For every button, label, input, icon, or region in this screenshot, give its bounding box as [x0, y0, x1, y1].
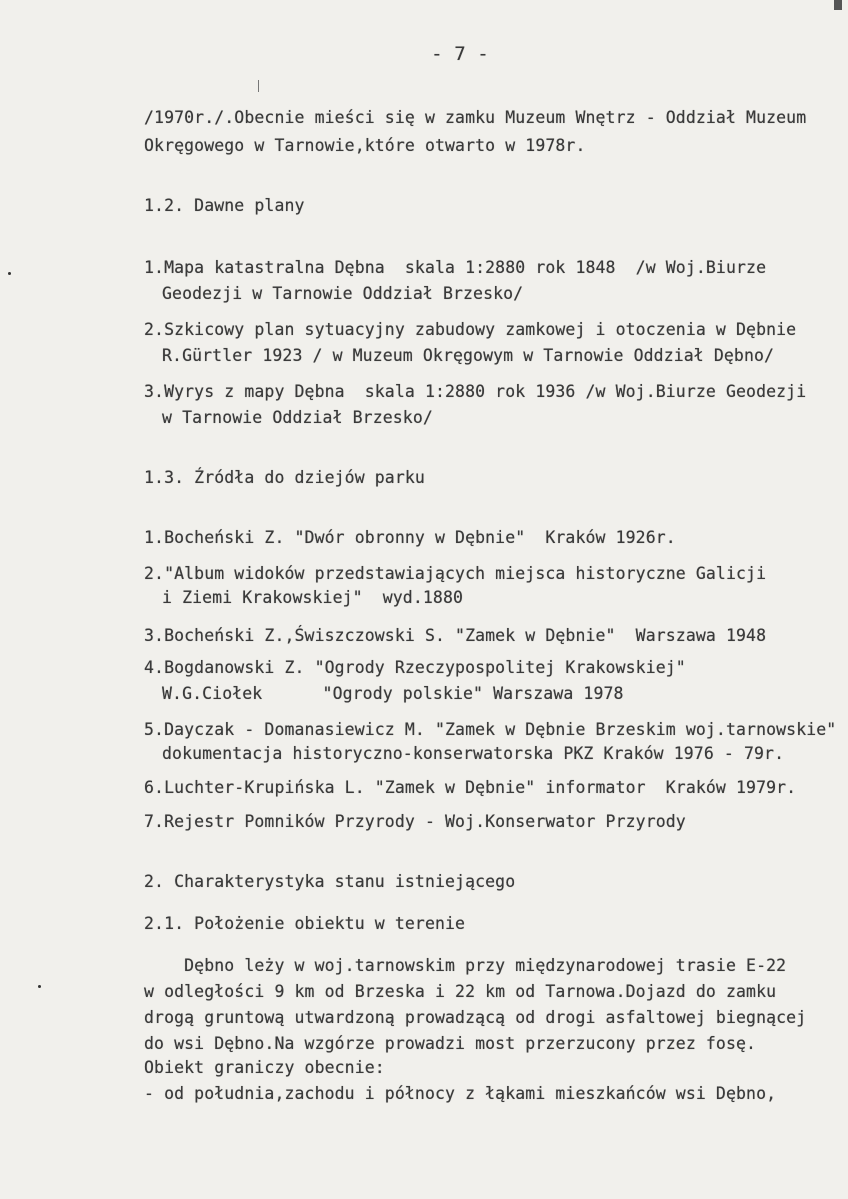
margin-dot	[38, 985, 41, 988]
list-item: 3.Wyrys z mapy Dębna skala 1:2880 rok 1936 /w Woj.Biurze Geodezji	[144, 382, 807, 401]
list-item: 2.Szkicowy plan sytuacyjny zabudowy zamkowej i otoczenia w Dębnie	[144, 320, 797, 339]
list-item: 7.Rejestr Pomników Przyrody - Woj.Konserwator Przyrody	[144, 812, 686, 831]
scan-edge-mark	[834, 0, 842, 10]
paragraph-line: w odległości 9 km od Brzeska i 22 km od Tarnowa.Dojazd do zamku	[144, 982, 777, 1001]
section-heading: 1.2. Dawne plany	[144, 196, 305, 215]
paragraph-line: - od południa,zachodu i północy z łąkami mieszkańców wsi Dębno,	[144, 1084, 777, 1103]
margin-dot	[8, 272, 11, 275]
list-item: 4.Bogdanowski Z. "Ogrody Rzeczypospolitej Krakowskiej"	[144, 658, 686, 677]
subsection-heading: 2.1. Położenie obiektu w terenie	[144, 914, 466, 933]
list-item: 2."Album widoków przedstawiających miejsca historyczne Galicji	[144, 564, 767, 583]
paragraph-line: Obiekt graniczy obecnie:	[144, 1058, 385, 1077]
text-line: /1970r./.Obecnie mieści się w zamku Muzeum Wnętrz - Oddział Muzeum	[144, 108, 807, 127]
list-item: 1.Mapa katastralna Dębna skala 1:2880 rok 1848 /w Woj.Biurze	[144, 258, 767, 277]
list-item-continuation: Geodezji w Tarnowie Oddział Brzesko/	[162, 284, 524, 303]
page-number: - 7 -	[431, 43, 489, 65]
paragraph-line: do wsi Dębno.Na wzgórze prowadzi most przerzucony przez fosę.	[144, 1034, 757, 1053]
list-item-continuation: R.Gürtler 1923 / w Muzeum Okręgowym w Tarnowie Oddział Dębno/	[162, 346, 775, 365]
list-item: 6.Luchter-Krupińska L. "Zamek w Dębnie" informator Kraków 1979r.	[144, 778, 797, 797]
list-item-continuation: W.G.Ciołek "Ogrody polskie" Warszawa 1978	[162, 684, 624, 703]
list-item-continuation: i Ziemi Krakowskiej" wyd.1880	[162, 588, 464, 607]
scan-tick-mark	[258, 80, 259, 92]
list-item: 1.Bocheński Z. "Dwór obronny w Dębnie" Kraków 1926r.	[144, 528, 676, 547]
paragraph-line: drogą gruntową utwardzoną prowadzącą od drogi asfaltowej biegnącej	[144, 1008, 807, 1027]
section-heading: 1.3. Źródła do dziejów parku	[144, 468, 425, 487]
list-item: 5.Dayczak - Domanasiewicz M. "Zamek w Dębnie Brzeskim woj.tarnowskie"	[144, 720, 837, 739]
list-item-continuation: w Tarnowie Oddział Brzesko/	[162, 408, 433, 427]
section-heading: 2. Charakterystyka stanu istniejącego	[144, 872, 516, 891]
paragraph-line: Dębno leży w woj.tarnowskim przy międzynarodowej trasie E-22	[144, 956, 787, 975]
list-item-continuation: dokumentacja historyczno-konserwatorska PKZ Kraków 1976 - 79r.	[162, 744, 785, 763]
list-item: 3.Bocheński Z.,Świszczowski S. "Zamek w Dębnie" Warszawa 1948	[144, 626, 767, 645]
text-line: Okręgowego w Tarnowie,które otwarto w 1978r.	[144, 136, 586, 155]
